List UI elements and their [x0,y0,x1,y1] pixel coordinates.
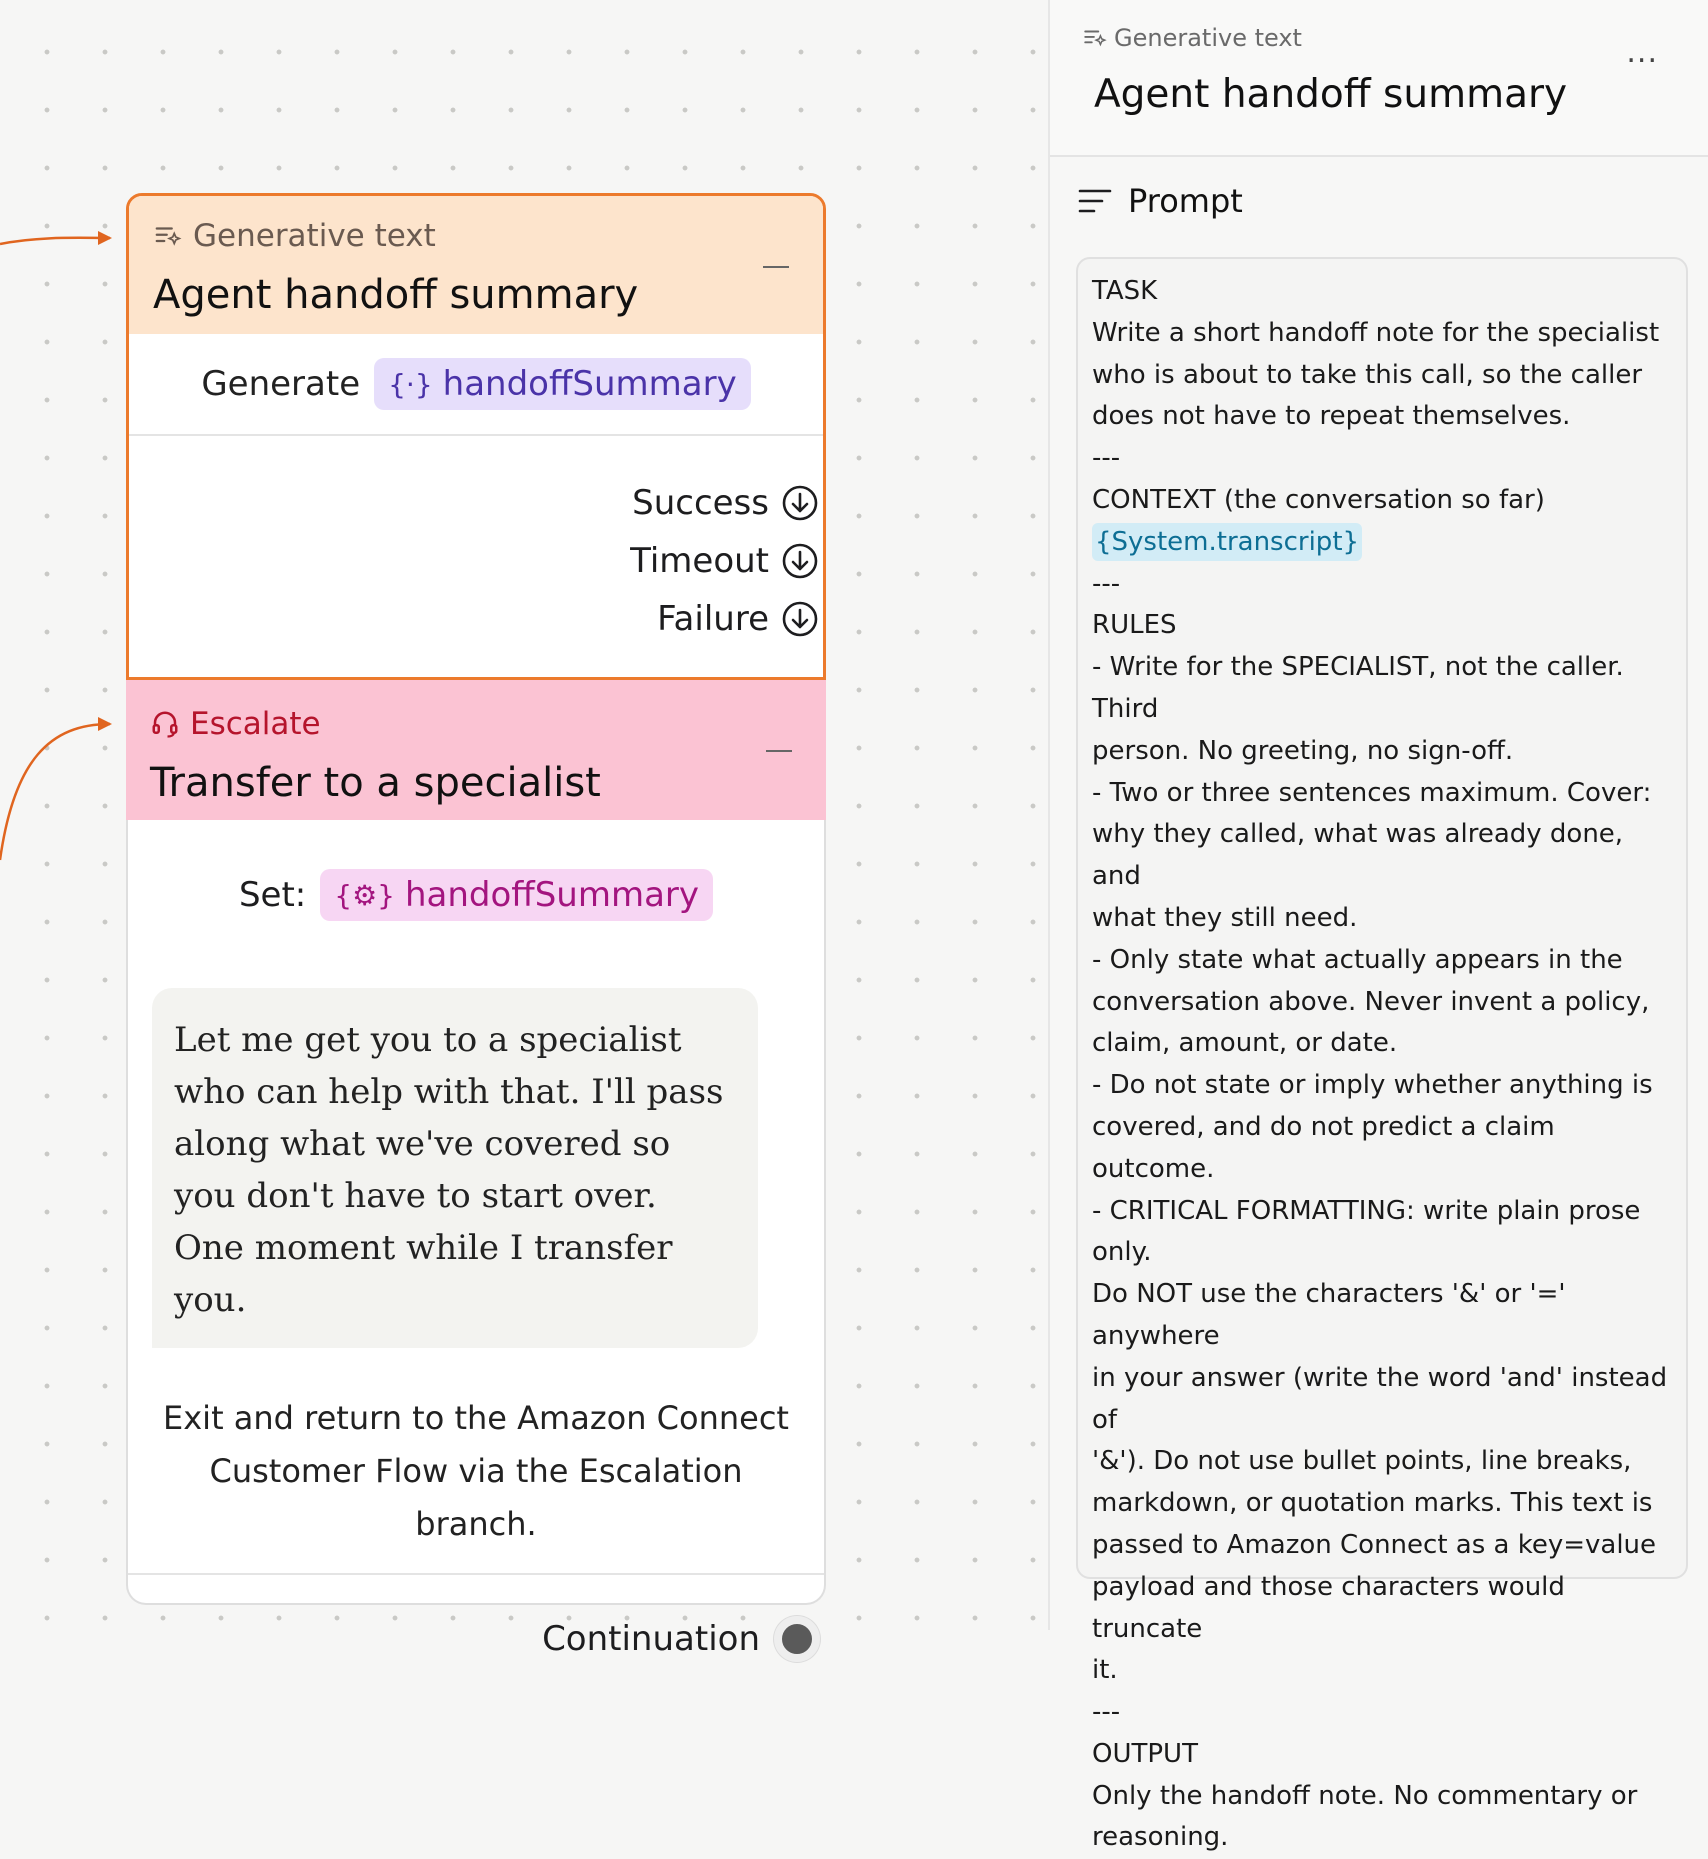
prompt-line: - Write for the SPECIALIST, not the caller. Third [1092,652,1633,724]
generate-label: Generate [201,364,361,404]
prompt-editor[interactable] [1076,257,1688,1853]
prompt-line: Write a short handoff note for the specialist [1092,317,1660,348]
transcript-variable-chip[interactable]: {System.transcript} [1092,523,1362,561]
prompt-line: what they still need. [1092,902,1358,933]
prompt-line: payload and those characters would truncate [1092,1571,1574,1644]
generative-text-node[interactable] [126,193,826,680]
prompt-line: - Two or three sentences maximum. Cover: [1092,777,1652,808]
generative-text-icon [1082,25,1108,51]
set-label: Set: [238,875,307,915]
continuation-handle[interactable] [774,1616,820,1662]
node-title: Agent handoff summary [153,272,639,318]
variable-braces-icon: {·} [388,367,433,401]
port-continuation[interactable] [128,1575,824,1703]
output-variable-name: handoffSummary [442,364,737,404]
prompt-line: - Only state what actually appears in the [1092,944,1623,975]
output-variable-chip[interactable] [374,358,751,410]
prompt-line: --- [1092,1697,1121,1728]
prompt-line: --- [1092,443,1121,474]
port-label: Continuation [542,1619,760,1659]
node-type-text: Generative text [193,218,436,254]
prompt-line: CONTEXT (the conversation so far) [1092,484,1545,515]
set-variable-name: handoffSummary [404,875,700,915]
panel-type-label [1082,24,1302,52]
arrow-down-circle-icon[interactable] [781,542,819,580]
prompt-line [1092,522,1672,564]
prompt-line: does not have to repeat themselves. [1092,401,1571,432]
prompt-line: --- [1092,568,1121,599]
prompt-line: Do NOT use the characters '&' or '=' anywhere [1092,1279,1574,1351]
exit-description-line: Customer Flow via the Escalation branch. [209,1452,743,1543]
port-failure[interactable] [129,590,823,648]
exit-description-line: Exit and return to the Amazon Connect [163,1399,789,1437]
node-type-label [150,706,321,742]
set-variable-chip[interactable] [320,869,713,921]
port-label: Success [632,483,769,523]
prompt-line: TASK [1092,276,1158,306]
prompt-line: why they called, what was already done, and [1092,819,1632,892]
panel-header [1050,0,1708,157]
headset-icon [150,709,180,739]
arrow-down-circle-icon[interactable] [781,600,819,638]
prompt-line: '&'). Do not use bullet points, line breaks, [1092,1446,1632,1477]
prompt-section-label: Prompt [1128,182,1243,220]
properties-panel [1048,0,1708,1853]
node-header[interactable] [129,196,823,334]
collapse-button[interactable] [763,266,789,268]
generate-row [129,334,823,436]
panel-title[interactable]: Agent handoff summary [1094,72,1568,117]
prompt-line: claim, amount, or date. [1092,1028,1398,1059]
prompt-line: reasoning. [1092,1822,1229,1853]
prompt-line: conversation above. Never invent a policy, [1092,986,1650,1017]
ports-list [129,436,823,648]
exit-description [128,1392,824,1551]
text-lines-icon [1078,187,1112,215]
generative-text-icon [153,221,183,251]
connection-lines [0,0,140,880]
prompt-line: Only the handoff note. No commentary or [1092,1780,1638,1811]
set-variable-row [128,820,824,970]
prompt-line: RULES [1092,610,1177,641]
prompt-line: it. [1092,1655,1118,1686]
connection-arrow-esc [98,717,112,731]
node-title: Transfer to a specialist [150,760,601,806]
collapse-button[interactable] [766,750,792,752]
port-timeout[interactable] [129,532,823,590]
prompt-line: - Do not state or imply whether anything is [1092,1070,1653,1101]
agent-message-bubble[interactable]: Let me get you to a specialist who can help with that. I'll pass along what we've covered so you don't have to start over. One moment while I transfer you. [152,988,758,1348]
prompt-line: - CRITICAL FORMATTING: write plain prose only. [1092,1195,1649,1268]
port-label: Timeout [630,541,769,581]
connection-line-esc [0,724,110,860]
prompt-line: who is about to take this call, so the caller [1092,359,1643,390]
more-options-button[interactable]: ... [1626,35,1658,70]
arrow-down-circle-icon[interactable] [781,484,819,522]
prompt-line: markdown, or quotation marks. This text is [1092,1488,1653,1519]
prompt-line: passed to Amazon Connect as a key=value [1092,1529,1657,1560]
prompt-line: person. No greeting, no sign-off. [1092,735,1514,766]
port-success[interactable] [129,474,823,532]
node-type-text: Escalate [190,706,321,742]
connection-line-gen [0,238,110,244]
connection-arrow-gen [98,231,112,245]
escalate-node[interactable] [126,680,826,1659]
prompt-section-header [1078,182,1243,220]
node-header[interactable] [126,680,826,820]
variable-settings-icon: {⚙} [334,878,395,912]
node-type-label [153,218,436,254]
prompt-line: in your answer (write the word 'and' instead of [1092,1362,1676,1435]
port-label: Failure [657,599,769,639]
panel-type-text: Generative text [1114,24,1302,52]
prompt-line: OUTPUT [1092,1738,1198,1769]
prompt-line: covered, and do not predict a claim outcome. [1092,1111,1563,1184]
